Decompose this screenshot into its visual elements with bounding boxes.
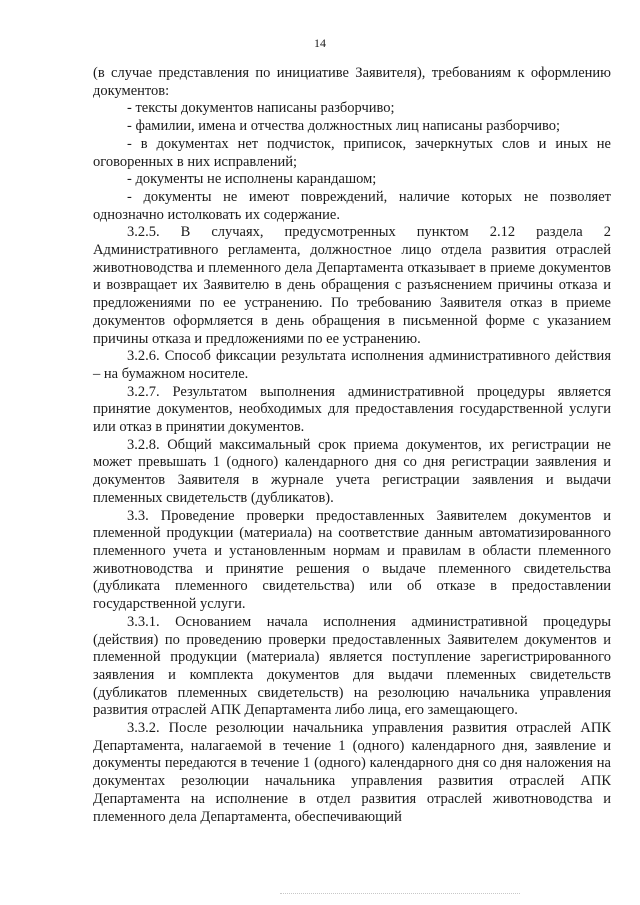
paragraph-3-2-7: 3.2.7. Результатом выполнения административной процедуры является принятие документов, необходимых для предоставления государственной услуги или отказ в принятии документов. — [93, 383, 611, 436]
paragraph-continuation: (в случае представления по инициативе Заявителя), требованиям к оформлению документов: — [93, 65, 611, 99]
list-item-no-corrections: - в документах нет подчисток, приписок, зачеркнутых слов и иных не оговоренных в них исправлений; — [93, 135, 611, 170]
paragraph-3-2-8: 3.2.8. Общий максимальный срок приема документов, их регистрации не может превышать 1 (одного) календарного дня со дня регистрации заявления и документов Заявителя в журнале учета регистрации заявления и выдачи племенных свидетельств (дубликатов). — [93, 436, 611, 506]
paragraph-3-2-6: 3.2.6. Способ фиксации результата исполнения административного действия – на бумажном носителе. — [93, 348, 611, 382]
list-item-no-pencil: - документы не исполнены карандашом; — [127, 171, 377, 188]
paragraph-3-3-2: 3.3.2. После резолюции начальника управления развития отраслей АПК Департамента, налагаемой в течение 1 (одного) календарного дня, заявление и документы передаются в течение 1 (одного) календарного дня со дня наложения на документах резолюции начальника управления развития отраслей АПК Департамента на исполнение в отдел развития отраслей животноводства и племенного дела Департамента, обеспечивающий — [93, 720, 611, 825]
paragraph-3-3-1: 3.3.1. Основанием начала исполнения административной процедуры (действия) по проведению проверки предоставленных Заявителем документов и племенной продукции (материала) является поступление зарегистрированного заявления и комплекта документов для выдачи племенных свидетельств (дубликатов племенных свидетельств) на резолюцию начальника управления развития отраслей АПК Департамента либо лица, его замещающего. — [93, 613, 611, 719]
scan-edge-line — [280, 893, 520, 894]
list-item-no-damage: - документы не имеют повреждений, наличие которых не позволяет однозначно истолковать их содержание. — [93, 188, 611, 223]
paragraph-3-3: 3.3. Проведение проверки предоставленных Заявителем документов и племенной продукции (материала) на соответствие данным автоматизированного племенного учета и установленным нормам и правилам в области племенного животноводства и принятие решения о выдаче племенного свидетельства (дубликата племенного свидетельства) или об отказе в предоставлении государственной услуги. — [93, 507, 611, 613]
document-body — [93, 65, 611, 826]
list-item-readable-names: - фамилии, имена и отчества должностных лиц написаны разборчиво; — [127, 118, 561, 135]
page-number: 14 — [314, 36, 326, 50]
paragraph-3-2-5: 3.2.5. В случаях, предусмотренных пунктом 2.12 раздела 2 Административного регламента, должностное лицо отдела развития отраслей животноводства и племенного дела Департамента отказывает в приеме документов и возвращает их Заявителю в день обращения с разъяснением причины отказа и предложениями по ее устранению. По требованию Заявителя отказ в приеме документов оформляется в день обращения в письменной форме с указанием причины отказа и предложениями по ее устранению. — [93, 224, 611, 347]
list-item-readable-texts: - тексты документов написаны разборчиво; — [127, 100, 395, 117]
